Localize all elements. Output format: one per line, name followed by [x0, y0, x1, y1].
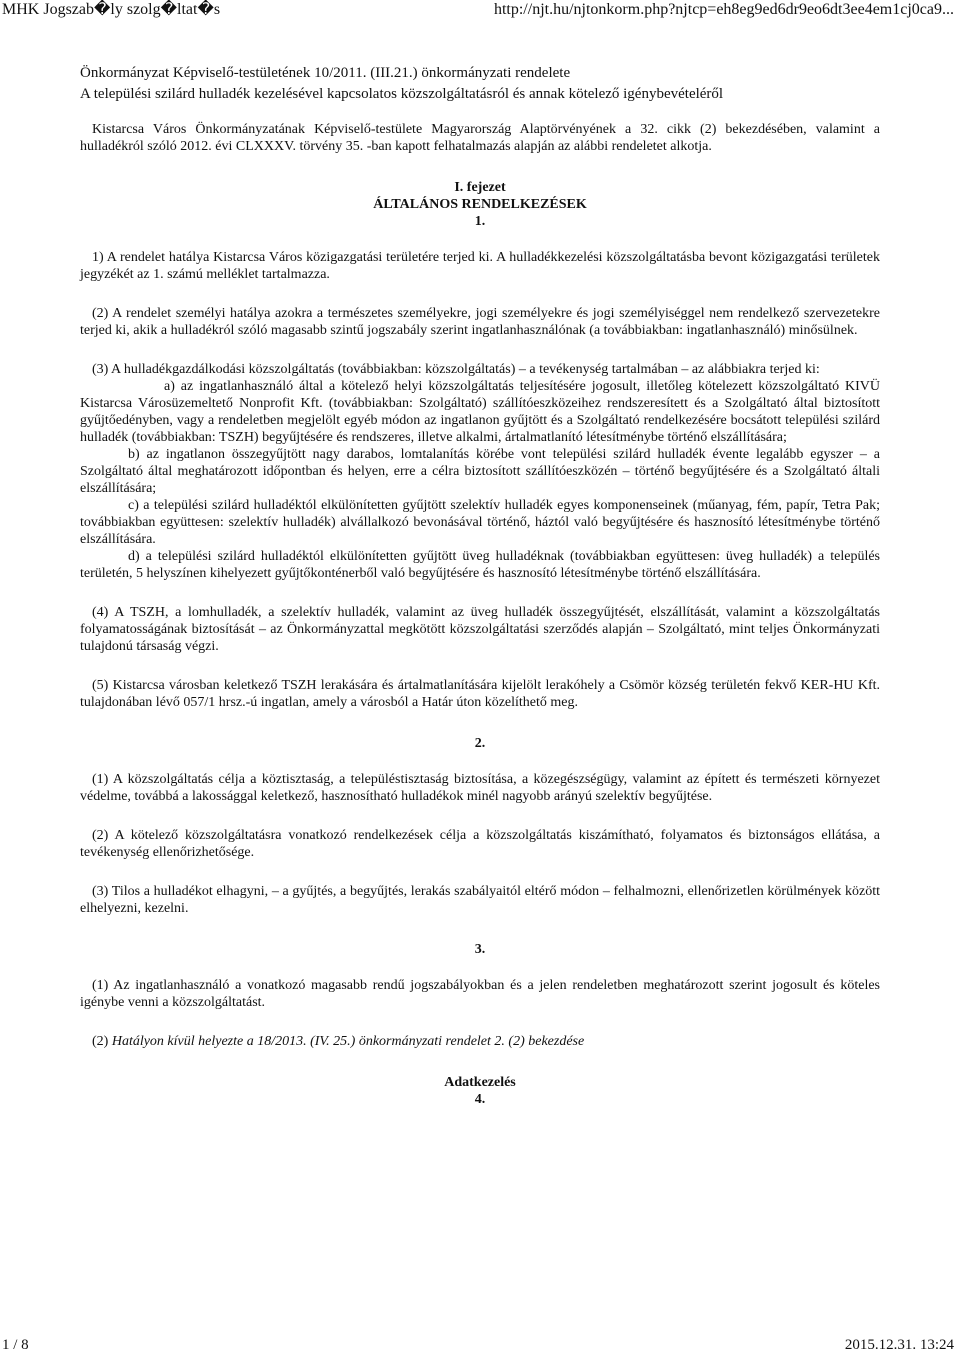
section-heading-1: 1.	[474, 214, 486, 229]
header-source: MHK Jogszab�ly szolg�ltat�s	[2, 1, 221, 18]
s2-paragraph-2: (2) A kötelező közszolgáltatásra vonatkozó rendelkezések célja a közszolgáltatás kiszámítható, folyamatos és biztonságos ellátása, a tevékenység ellenőrizhetősége.	[80, 828, 880, 860]
s1-paragraph-1: 1) A rendelet hatálya Kistarcsa Város közigazgatási területére terjed ki. A hulladékkezelési közszolgáltatásba bevont közigazgatási területek jegyzékét az 1. számú melléklet tartalmazza.	[80, 250, 880, 282]
data-section-title: Adatkezelés	[444, 1075, 516, 1090]
s3-paragraph-2: (2) Hatályon kívül helyezte a 18/2013. (IV. 25.) önkormányzati rendelet 2. (2) bekezdése	[92, 1034, 585, 1049]
s1-item-a: a) az ingatlanhasználó által a kötelező helyi közszolgáltatás teljesítésére jogosult, illetőleg kötelezett közszolgáltató KIVÜ Kistarcsa Városüzemeltető Nonprofit Kft. (továbbiakban: Szolgáltató) szállítóeszközeihez rendszeresített és a Szolgáltató által biztosított gyűjtőedényben, vagy a rendeletben megjelölt egyéb módon az ingatlanon gyűjtött és a Szolgáltató rendelkezésére bocsátott települési szilárd hulladék (továbbiakban: TSZH) begyűjtésére és rendszeres, illetve alkalmi, ártalmatlanító létesítménybe történő elszállítására;	[80, 379, 880, 445]
print-timestamp: 2015.12.31. 13:24	[844, 1337, 954, 1353]
s2-paragraph-3: (3) Tilos a hulladékot elhagyni, – a gyűjtés, a begyűjtés, lerakás szabályaitól eltérő módon – felhalmozni, ellenőrizetlen körülmények között elhelyezni, kezelni.	[80, 884, 880, 916]
document-body	[80, 121, 880, 1108]
preamble: Kistarcsa Város Önkormányzatának Képviselő-testülete Magyarország Alaptörvényének a 32. cikk (2) bekezdésében, valamint a hulladékról szóló 2012. évi CLXXXV. törvény 35. -ban kapott felhatalmazás alapján az alábbi rendeletet alkotja.	[80, 122, 880, 154]
s1-item-b: b) az ingatlanon összegyűjtött nagy darabos, lomtalanítás körébe vont települési szilárd hulladék évente legalább egyszer – a Szolgáltató által meghatározott időpontban és helyen, erre a célra biztosított szállítóeszközén – történő begyűjtésére és a Szolgáltató általi elszállítására;	[80, 447, 880, 496]
page-header	[0, 0, 960, 24]
section-heading-3: 3.	[474, 942, 486, 957]
s1-paragraph-2: (2) A rendelet személyi hatálya azokra a természetes személyekre, jogi személyekre és jogi személyiséggel nem rendelkező szervezetekre terjed ki, akik a hulladékról szóló magasabb szintű jogszabály szerint ingatlanhasználónak (a továbbiakban: ingatlanhasználó) minősülnek.	[80, 306, 880, 338]
section-heading-4: 4.	[474, 1092, 486, 1107]
s1-item-d: d) a települési szilárd hulladéktól elkülönítetten gyűjtött üveg hulladéknak (továbbiakban együttesen: üveg hulladék) a település területén, 5 helyszínen kihelyezett gyűjtőkonténerből való begyűjtésére és hasznosító létesítménybe történő elszállítására.	[80, 549, 880, 581]
page-footer	[0, 1337, 960, 1355]
page-number: 1 / 8	[2, 1337, 29, 1353]
s1-paragraph-4: (4) A TSZH, a lomhulladék, a szelektív hulladék, valamint az üveg hulladék összegyűjtését, elszállítását, valamint a közszolgáltatás folyamatosságának biztosítását – az Önkormányzattal megkötött közszolgáltatási szerződés alapján – Szolgáltató, mint teljes Önkormányzati tulajdonú társaság végzi.	[80, 605, 880, 654]
title-line-1: Önkormányzat Képviselő-testületének 10/2011. (III.21.) önkormányzati rendelete	[80, 65, 571, 81]
chapter-title: ÁLTALÁNOS RENDELKEZÉSEK	[373, 197, 587, 212]
section-heading-2: 2.	[474, 736, 486, 751]
header-url: http://njt.hu/njtonkorm.php?njtcp=eh8eg9ed6dr9eo6dt3ee4em1cj0ca9...	[493, 1, 954, 18]
title-line-2: A települési szilárd hulladék kezelésével kapcsolatos közszolgáltatásról és annak kötelező igénybevételéről	[80, 86, 724, 102]
document-title	[80, 63, 900, 105]
repeal-note: Hatályon kívül helyezte a 18/2013. (IV. 25.) önkormányzati rendelet 2. (2) bekezdése	[111, 1034, 585, 1049]
s2-paragraph-1: (1) A közszolgáltatás célja a köztisztaság, a településtisztaság biztosítása, a közegészségügy, valamint az épített és természeti környezet védelme, továbbá a lakossággal keletkező, hasznosítható hulladékok minél nagyobb arányú szelektív begyűjtése.	[80, 772, 880, 804]
s3-paragraph-1: (1) Az ingatlanhasználó a vonatkozó magasabb rendű jogszabályokban és a jelen rendeletben meghatározott szerint jogosult és köteles igénybe venni a közszolgáltatást.	[80, 978, 880, 1010]
chapter-number: I. fejezet	[454, 180, 506, 195]
s1-item-c: c) a települési szilárd hulladéktól elkülönítetten gyűjtött szelektív hulladék egyes komponenseinek (műanyag, fém, papír, Tetra Pak; továbbiakban együttesen: szelektív hulladék) alvállalkozó bevonásával történő, háztól való begyűjtésére és hasznosító létesítménybe történő elszállítására.	[80, 498, 880, 547]
s1-paragraph-5: (5) Kistarcsa városban keletkező TSZH lerakására és ártalmatlanítására kijelölt lerakóhely a Csömör község területén fekvő KER-HU Kft. tulajdonában lévő 057/1 hrsz.-ú ingatlan, amely a városból a Határ úton közelíthető meg.	[80, 678, 880, 710]
s1-paragraph-3: (3) A hulladékgazdálkodási közszolgáltatás (továbbiakban: közszolgáltatás) – a tevékenység tartalmában – az alábbiakra terjed ki:	[92, 362, 820, 377]
